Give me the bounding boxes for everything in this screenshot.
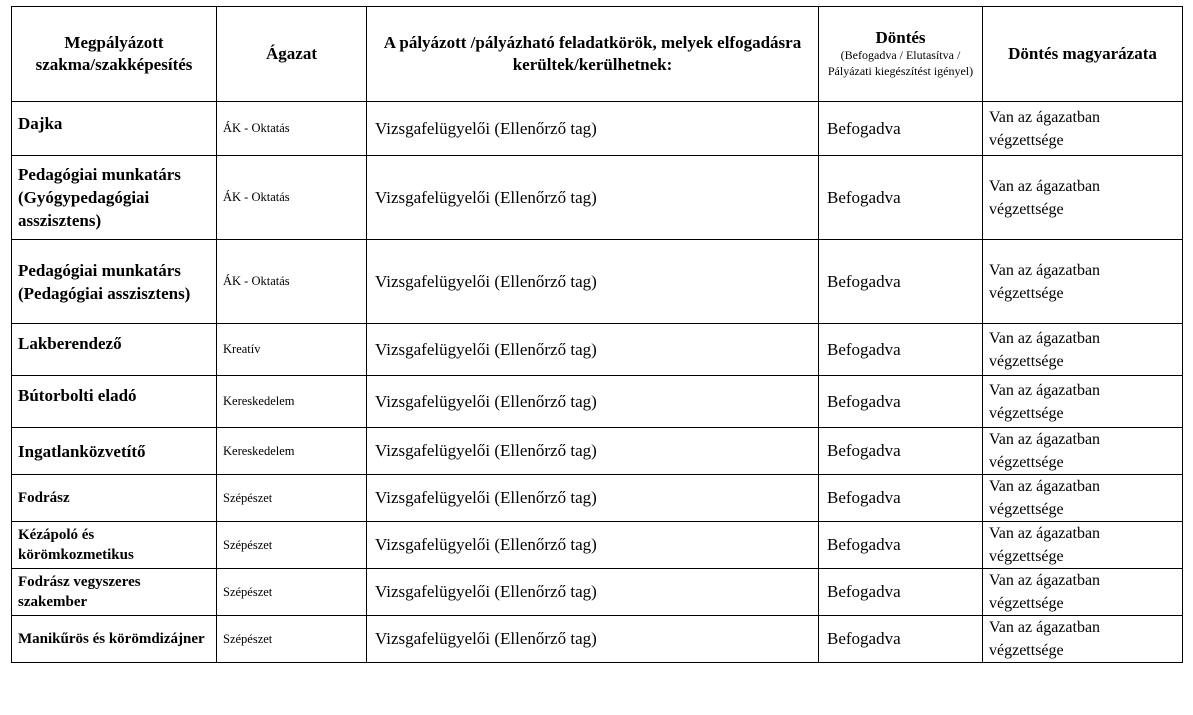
decision-cell: Befogadva (819, 569, 983, 616)
header-profession: Megpályázott szakma/szakképesítés (12, 7, 217, 102)
table-row (12, 324, 1183, 376)
profession-cell: Fodrász (12, 475, 217, 522)
profession-cell: Pedagógiai munkatárs (Pedagógiai asszisztens) (12, 240, 217, 324)
task-cell: Vizsgafelügyelői (Ellenőrző tag) (367, 240, 819, 324)
profession-cell: Lakberendező (12, 324, 217, 376)
sector-cell: Kreatív (217, 324, 367, 376)
decision-cell: Befogadva (819, 324, 983, 376)
sector-cell: Szépészet (217, 522, 367, 569)
header-decision-sub: (Befogadva / Elutasítva / Pályázati kiegészítést igényel) (827, 48, 974, 78)
header-sector: Ágazat (217, 7, 367, 102)
task-cell: Vizsgafelügyelői (Ellenőrző tag) (367, 428, 819, 475)
profession-cell: Pedagógiai munkatárs (Gyógypedagógiai asszisztens) (12, 156, 217, 240)
sector-cell: Szépészet (217, 616, 367, 663)
table-row (12, 376, 1183, 428)
explanation-cell: Van az ágazatban végzettsége (983, 475, 1183, 522)
header-explanation: Döntés magyarázata (983, 7, 1183, 102)
explanation-cell: Van az ágazatban végzettsége (983, 376, 1183, 428)
decision-cell: Befogadva (819, 240, 983, 324)
sector-cell: ÁK - Oktatás (217, 102, 367, 156)
task-cell: Vizsgafelügyelői (Ellenőrző tag) (367, 569, 819, 616)
explanation-cell: Van az ágazatban végzettsége (983, 240, 1183, 324)
profession-cell: Fodrász vegyszeres szakember (12, 569, 217, 616)
decision-cell: Befogadva (819, 616, 983, 663)
header-decision (819, 7, 983, 102)
decision-cell: Befogadva (819, 475, 983, 522)
task-cell: Vizsgafelügyelői (Ellenőrző tag) (367, 324, 819, 376)
profession-cell: Bútorbolti eladó (12, 376, 217, 428)
decision-cell: Befogadva (819, 156, 983, 240)
table-row (12, 569, 1183, 616)
sector-cell: ÁK - Oktatás (217, 240, 367, 324)
header-row (12, 7, 1183, 102)
explanation-cell: Van az ágazatban végzettsége (983, 102, 1183, 156)
task-cell: Vizsgafelügyelői (Ellenőrző tag) (367, 616, 819, 663)
decision-cell: Befogadva (819, 102, 983, 156)
explanation-cell: Van az ágazatban végzettsége (983, 569, 1183, 616)
table-row (12, 522, 1183, 569)
table-row (12, 475, 1183, 522)
sector-cell: Szépészet (217, 475, 367, 522)
header-tasks: A pályázott /pályázható feladatkörök, melyek elfogadásra kerültek/kerülhetnek: (367, 7, 819, 102)
decision-cell: Befogadva (819, 376, 983, 428)
decision-cell: Befogadva (819, 428, 983, 475)
task-cell: Vizsgafelügyelői (Ellenőrző tag) (367, 102, 819, 156)
sector-cell: Kereskedelem (217, 376, 367, 428)
task-cell: Vizsgafelügyelői (Ellenőrző tag) (367, 156, 819, 240)
table-row (12, 616, 1183, 663)
decisions-table (11, 6, 1183, 663)
task-cell: Vizsgafelügyelői (Ellenőrző tag) (367, 376, 819, 428)
decision-cell: Befogadva (819, 522, 983, 569)
profession-cell: Kézápoló és körömkozmetikus (12, 522, 217, 569)
sector-cell: ÁK - Oktatás (217, 156, 367, 240)
table-row (12, 240, 1183, 324)
explanation-cell: Van az ágazatban végzettsége (983, 522, 1183, 569)
sector-cell: Szépészet (217, 569, 367, 616)
task-cell: Vizsgafelügyelői (Ellenőrző tag) (367, 522, 819, 569)
profession-cell: Manikűrös és körömdizájner (12, 616, 217, 663)
table-row (12, 428, 1183, 475)
task-cell: Vizsgafelügyelői (Ellenőrző tag) (367, 475, 819, 522)
sector-cell: Kereskedelem (217, 428, 367, 475)
table-row (12, 156, 1183, 240)
header-decision-main: Döntés (875, 28, 926, 47)
explanation-cell: Van az ágazatban végzettsége (983, 324, 1183, 376)
explanation-cell: Van az ágazatban végzettsége (983, 156, 1183, 240)
explanation-cell: Van az ágazatban végzettsége (983, 616, 1183, 663)
explanation-cell: Van az ágazatban végzettsége (983, 428, 1183, 475)
table-row (12, 102, 1183, 156)
profession-cell: Dajka (12, 102, 217, 156)
profession-cell: Ingatlanközvetítő (12, 428, 217, 475)
